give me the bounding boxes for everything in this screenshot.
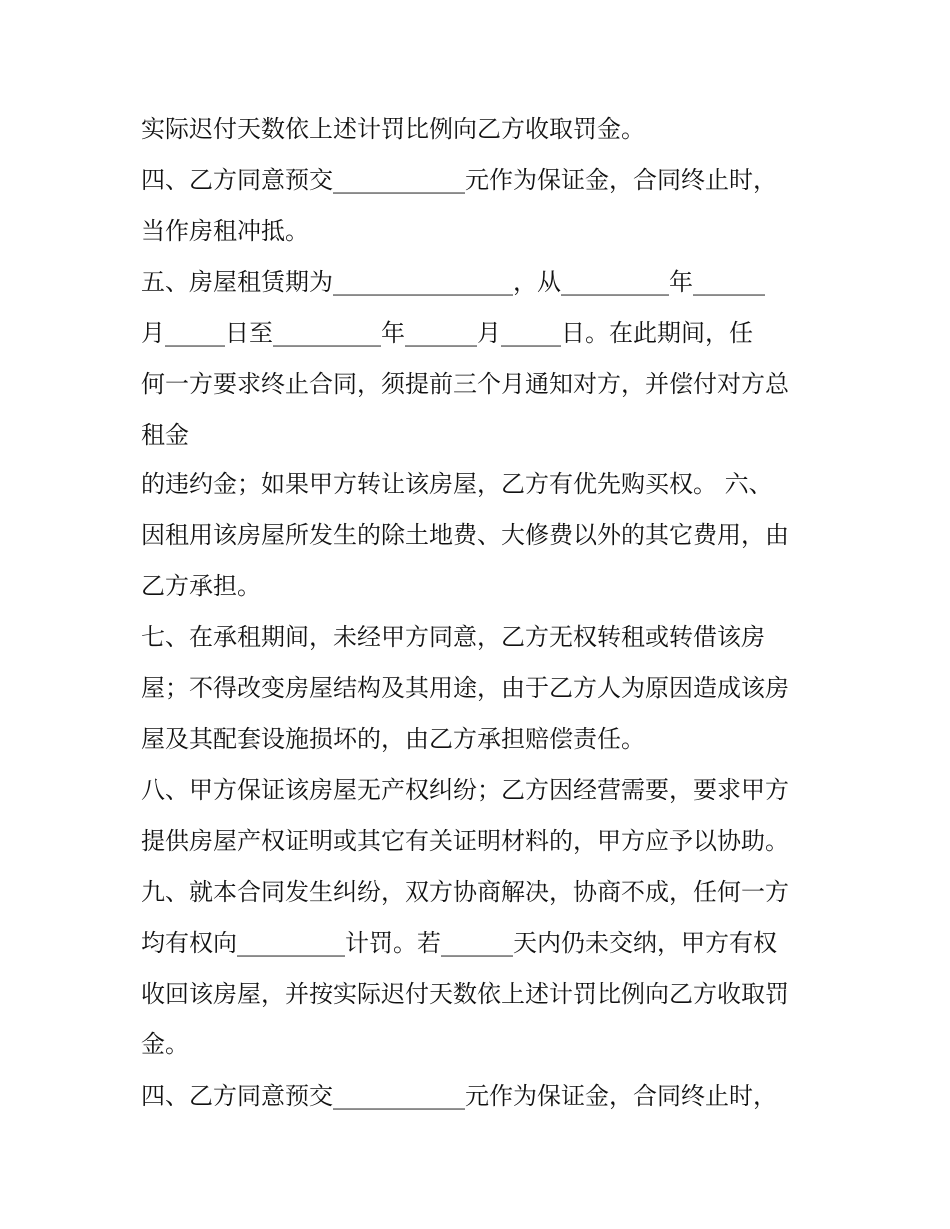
text-line: 九、就本合同发生纠纷，双方协商解决，协商不成，任何一方 — [141, 878, 789, 906]
text-line: 五、房屋租赁期为_______________，从_________年______ — [141, 268, 765, 296]
text-line: 乙方承担。 — [141, 572, 261, 600]
text-line: 屋及其配套设施损坏的，由乙方承担赔偿责任。 — [141, 725, 645, 753]
text-line: 当作房租冲抵。 — [141, 217, 309, 245]
text-line: 因租用该房屋所发生的除土地费、大修费以外的其它费用，由 — [141, 521, 789, 549]
text-line: 提供房屋产权证明或其它有关证明材料的，甲方应予以协助。 — [141, 827, 789, 855]
text-line: 四、乙方同意预交___________元作为保证金，合同终止时， — [141, 1082, 777, 1110]
text-line: 租金 — [141, 421, 189, 449]
text-line: 的违约金；如果甲方转让该房屋，乙方有优先购买权。 六、 — [141, 470, 773, 498]
text-line: 月_____日至_________年______月_____日。在此期间，任 — [141, 319, 753, 347]
text-line: 实际迟付天数依上述计罚比例向乙方收取罚金。 — [141, 115, 645, 143]
text-line: 何一方要求终止合同，须提前三个月通知对方，并偿付对方总 — [141, 370, 789, 398]
text-line: 收回该房屋，并按实际迟付天数依上述计罚比例向乙方收取罚 — [141, 980, 789, 1008]
text-line: 四、乙方同意预交___________元作为保证金，合同终止时， — [141, 166, 777, 194]
text-line: 屋；不得改变房屋结构及其用途，由于乙方人为原因造成该房 — [141, 674, 789, 702]
text-line: 均有权向_________计罚。若______天内仍未交纳，甲方有权 — [141, 929, 777, 957]
text-line: 七、在承租期间，未经甲方同意，乙方无权转租或转借该房 — [141, 623, 765, 651]
text-line: 八、甲方保证该房屋无产权纠纷；乙方因经营需要，要求甲方 — [141, 776, 789, 804]
text-line: 金。 — [141, 1030, 189, 1058]
